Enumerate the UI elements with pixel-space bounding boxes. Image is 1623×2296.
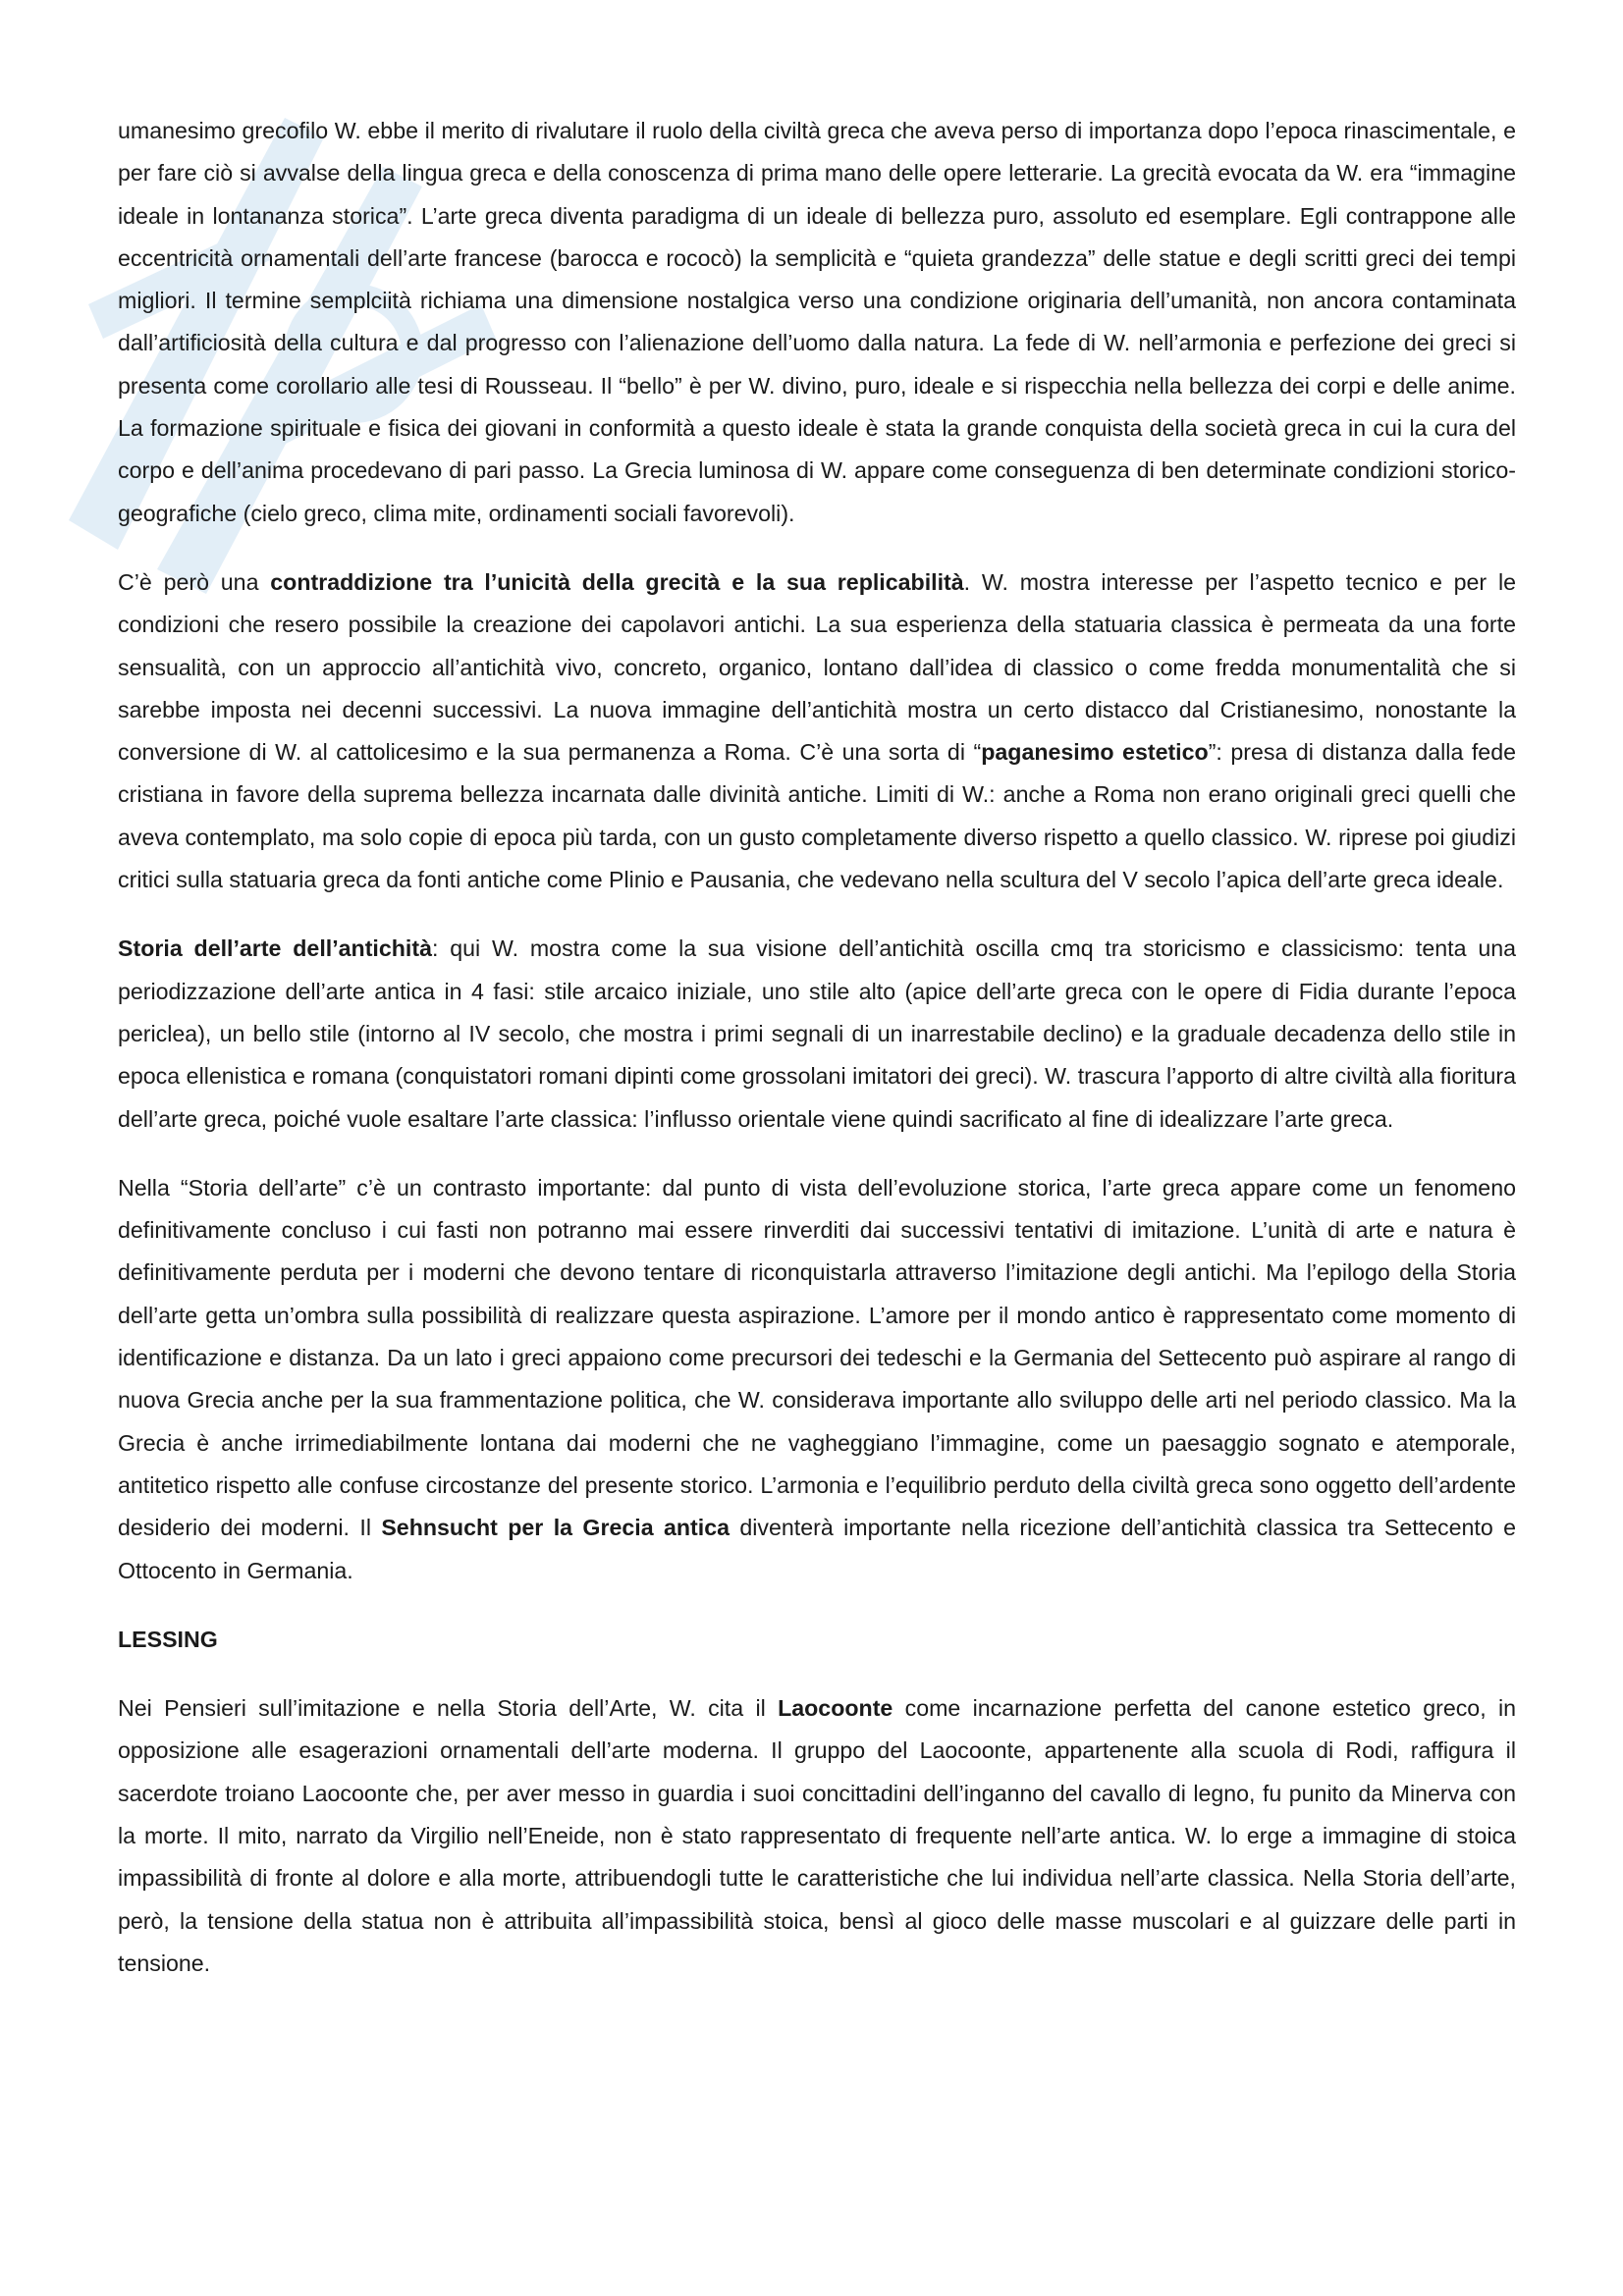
paragraph-storia-arte-antichita xyxy=(118,928,1516,1140)
bold-text-run: paganesimo estetico xyxy=(981,739,1209,766)
paragraph-storia-arte-contrasto xyxy=(118,1167,1516,1592)
document-body xyxy=(118,110,1516,2011)
paragraph-umanesimo xyxy=(118,110,1516,535)
section-heading-lessing: LESSING xyxy=(118,1626,218,1652)
bold-text-run: Sehnsucht per la Grecia antica xyxy=(381,1515,730,1541)
paragraph-laocoonte xyxy=(118,1687,1516,1985)
text-run: ”: presa di distanza dalla fede cristiana in favore della suprema bellezza incarnata dalle divinità antiche. Limiti di W.: anche a Roma non erano originali greci quelli che aveva contemplato, ma solo copie di epoca più tarda, con un gusto completamente diverso rispetto a quello classico. W. riprese poi giudizi critici sulla statuaria greca da fonti antiche come Plinio e Pausania, che vedevano nella scultura del V secolo l’apica dell’arte greca ideale. xyxy=(118,739,1516,893)
text-run: umanesimo grecofilo W. ebbe il merito di rivalutare il ruolo della civiltà greca che aveva perso di importanza dopo l’epoca rinascimentale, e per fare ciò si avvalse della lingua greca e della conoscenza di prima mano delle opere letterarie. La grecità evocata da W. era “immagine ideale in lontananza storica”. L’arte greca diventa paradigma di un ideale di bellezza puro, assoluto ed esemplare. Egli contrappone alle eccentricità ornamentali dell’arte francese (barocca e rococò) la semplicità e “quieta grandezza” delle statue e degli scritti greci dei tempi migliori. Il termine semplciità richiama una dimensione nostalgica verso una condizione originaria dell’umanità, non ancora contaminata dall’artificiosità della cultura e dal progresso con l’alienazione dell’uomo dalla natura. La fede di W. nell’armonia e perfezione dei greci si presenta come corollario alle tesi di Rousseau. Il “bello” è per W. divino, puro, ideale e si rispecchia nella bellezza dei corpi e delle anime. La formazione spirituale e fisica dei giovani in conformità a questo ideale è stata la grande conquista della società greca in cui la cura del corpo e dell’anima procedevano di pari passo. La Grecia luminosa di W. appare come conseguenza di ben determinate condizioni storico-geografiche (cielo greco, clima mite, ordinamenti sociali favorevoli). xyxy=(118,118,1516,526)
paragraph-contraddizione xyxy=(118,561,1516,901)
text-run: : qui W. mostra come la sua visione dell’antichità oscilla cmq tra storicismo e classicismo: tenta una periodizzazione dell’arte antica in 4 fasi: stile arcaico iniziale, uno stile alto (apice dell’arte greca con le opere di Fidia durante l’epoca periclea), un bello stile (intorno al IV secolo, che mostra i primi segnali di un inarrestabile declino) e la graduale decadenza dello stile in epoca ellenistica e romana (conquistatori romani dipinti come grossolani imitatori dei greci). W. trascura l’apporto di altre civiltà alla fioritura dell’arte greca, poiché vuole esaltare l’arte classica: l’influsso orientale viene quindi sacrificato al fine di idealizzare l’arte greca. xyxy=(118,935,1517,1132)
text-run: Nei Pensieri sull’imitazione e nella Storia dell’Arte, W. cita il xyxy=(118,1695,779,1722)
text-run: . W. mostra interesse per l’aspetto tecnico e per le condizioni che resero possibile la creazione dei capolavori antichi. La sua esperienza della statuaria classica è permeata da una forte sensualità, con un approccio all’antichità vivo, concreto, organico, lontano dall’idea di classico o come fredda monumentalità che si sarebbe imposta nei decenni successivi. La nuova immagine dell’antichità mostra un certo distacco dal Cristianesimo, nonostante la conversione di W. al cattolicesimo e la sua permanenza a Roma. C’è una sorta di “ xyxy=(118,568,1516,766)
bold-text-run: contraddizione tra l’unicità della grecità e la sua replicabilità xyxy=(270,568,964,595)
bold-text-run: Laocoonte xyxy=(778,1695,893,1722)
text-run: diventerà importante nella ricezione dell’antichità classica tra Settecento e Ottocento in Germania. xyxy=(118,1515,1516,1583)
bold-text-run: Storia dell’arte dell’antichità xyxy=(118,935,432,962)
text-run: come incarnazione perfetta del canone estetico greco, in opposizione alle esagerazioni ornamentali dell’arte moderna. Il gruppo del Laocoonte, appartenente alla scuola di Rodi, raffigura il sacerdote troiano Laocoonte che, per aver messo in guardia i suoi concittadini dell’inganno del cavallo di legno, fu punito da Minerva con la morte. Il mito, narrato da Virgilio nell’Eneide, non è stato rappresentato di frequente nell’arte antica. W. lo erge a immagine di stoica impassibilità di fronte al dolore e alla morte, attribuendogli tutte le caratteristiche che lui individua nell’arte classica. Nella Storia dell’arte, però, la tensione della statua non è attribuita all’impassibilità stoica, bensì al gioco delle masse muscolari e al guizzare delle parti in tensione. xyxy=(118,1695,1516,1976)
text-run: C’è però una xyxy=(118,568,271,595)
text-run: Nella “Storia dell’arte” c’è un contrasto importante: dal punto di vista dell’evoluzione storica, l’arte greca appare come un fenomeno definitivamente concluso i cui fasti non potranno mai essere rinverditi dai successivi tentativi di imitazione. L’unità di arte e natura è definitivamente perduta per i moderni che devono tentare di riconquistarla attraverso l’imitazione degli antichi. Ma l’epilogo della Storia dell’arte getta un’ombra sulla possibilità di realizzare questa aspirazione. L’amore per il mondo antico è rappresentato come momento di identificazione e distanza. Da un lato i greci appaiono come precursori dei tedeschi e la Germania del Settecento può aspirare al rango di nuova Grecia anche per la sua frammentazione politica, che W. considerava importante allo sviluppo delle arti nel periodo classico. Ma la Grecia è anche irrimediabilmente lontana dai moderni che ne vagheggiano l’immagine, come un paesaggio sognato e atemporale, antitetico rispetto alle confuse circostanze del presente storico. L’armonia e l’equilibrio perduto della civiltà greca sono oggetto dell’ardente desiderio dei moderni. Il xyxy=(118,1174,1516,1541)
